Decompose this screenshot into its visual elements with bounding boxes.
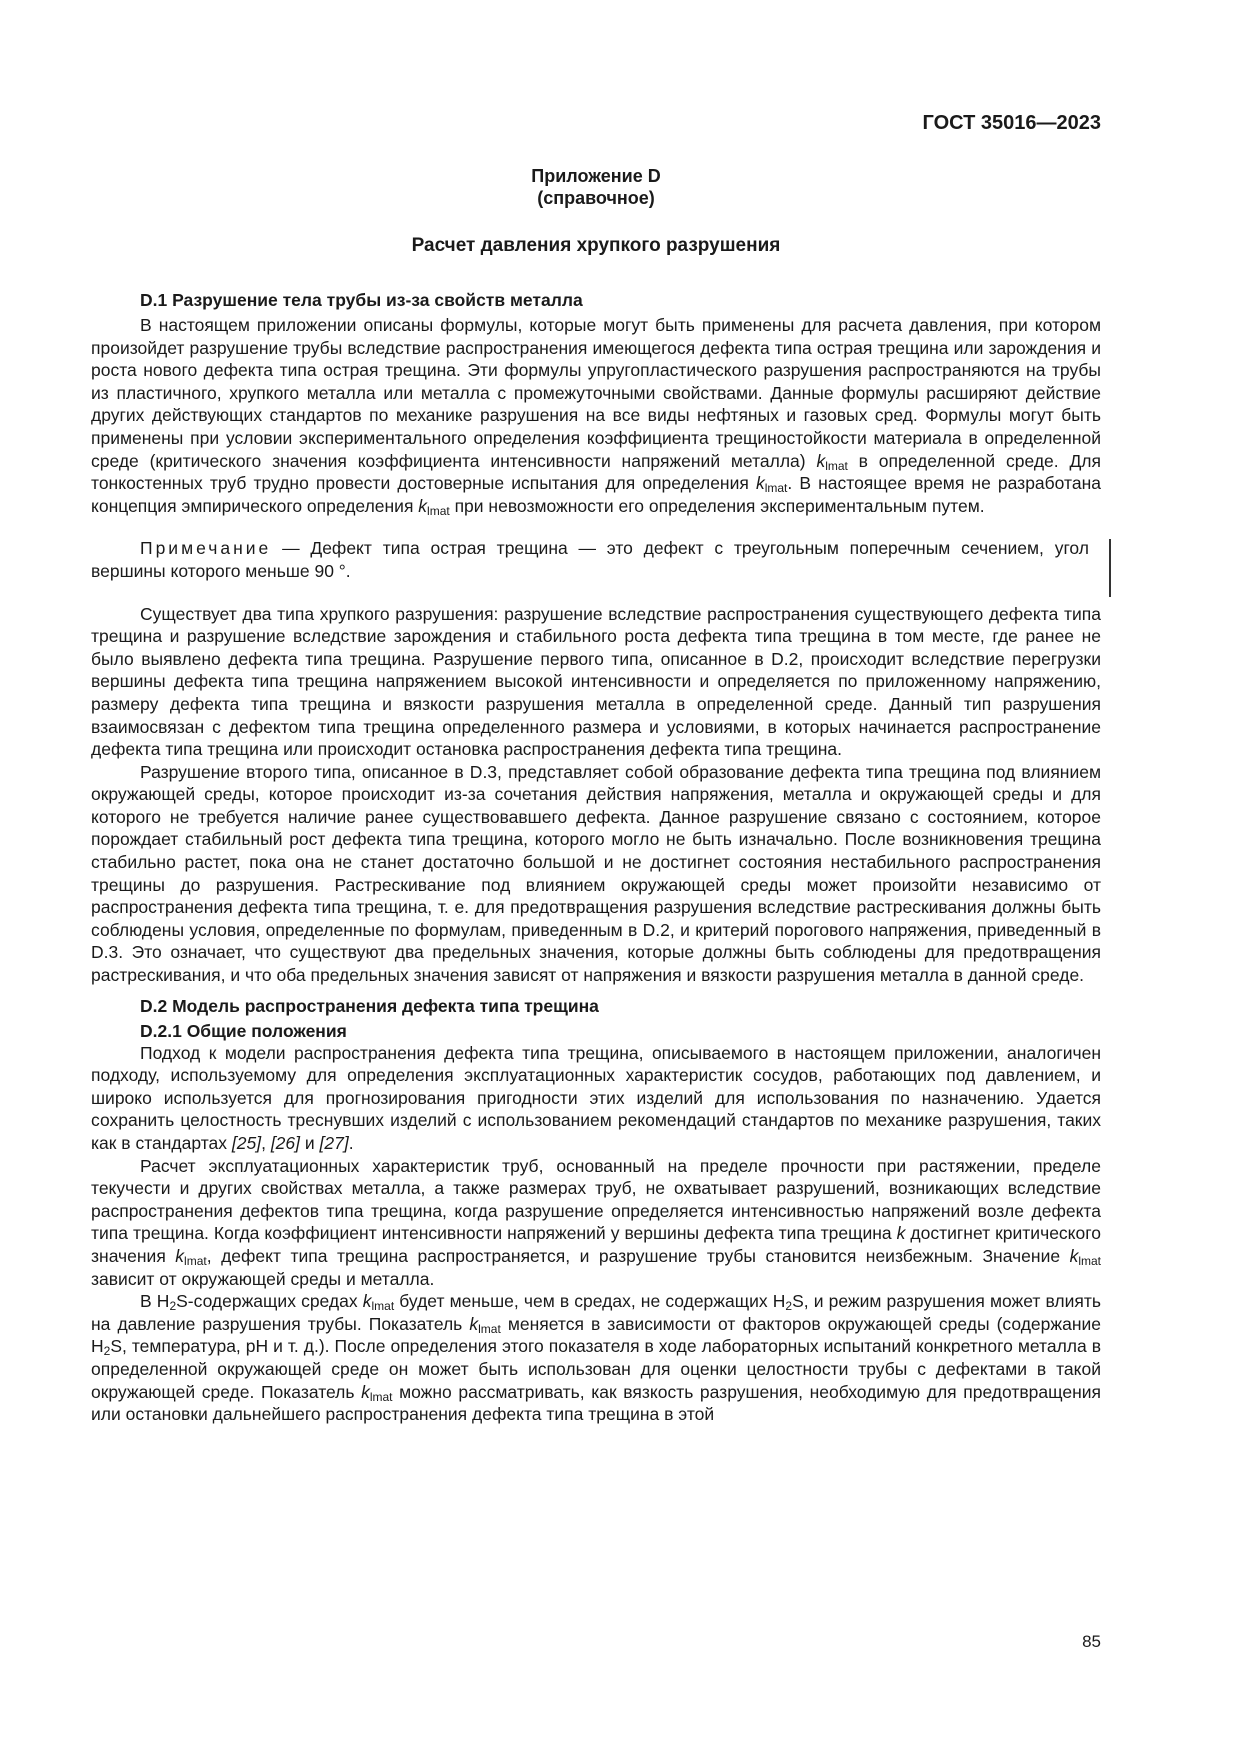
reference-25[interactable]: [25]: [231, 1133, 262, 1153]
paragraph-d1-second-type: Разрушение второго типа, описанное в D.3, представляет собой образование дефекта типа трещина под влиянием окружающей среды, которое происходит из-за сочетания действия напряжения, металла и окружающей среды и для которого не требуется наличие ранее существовавшего дефекта. Данное разрушение связано с состоянием, которое порождает стабильный рост дефекта типа трещина, которого могло не быть изначально. После возникновения трещина стабильно растет, пока она не станет достаточно большой и не достигнет состояния нестабильного распространения трещины до разрушения. Растрескивание под влиянием окружающей среды может произойти независимо от распространения дефекта типа трещина, т. е. для предотвращения разрушения вследствие растрескивания должны быть соблюдены условия, определенные по формулам, приведенным в D.2, и критерий порогового напряжения, приведенный в D.3. Это означает, что существуют два предельных значения, которые должны быть соблюдены для предотвращения растрескивания, и что оба предельных значения зависят от напряжения и вязкости разрушения металла в данной среде.: [91, 761, 1101, 986]
note-text: — Дефект типа острая трещина — это дефект с треугольным поперечным сечением, угол вершины которого меньше 90 °.: [91, 538, 1089, 581]
section-heading-d1: D.1 Разрушение тела трубы из-за свойств металла: [140, 290, 583, 310]
paragraph-d2-approach: Подход к модели распространения дефекта типа трещина, описываемого в настоящем приложении, аналогичен подходу, используемому для определения эксплуатационных характеристик сосудов, работающих под давлением, и широко используется для прогнозирования пригодности этих изделий для использования по назначению. Удается сохранить целостность треснувших изделий с использованием рекомендаций стандартов по механике разрушения, таких как в стандартах [25], [26] и [27].: [91, 1042, 1101, 1153]
standard-number: ГОСТ 35016—2023: [922, 112, 1101, 134]
page-heading: Расчет давления хрупкого разрушения: [411, 235, 781, 256]
note-label: Примечание: [140, 538, 272, 559]
note-block: [91, 537, 1101, 582]
appendix-subtitle: (справочное): [537, 188, 655, 208]
appendix-title: Приложение D: [531, 166, 661, 186]
reference-27[interactable]: [27]: [319, 1133, 349, 1153]
paragraph-d1-intro: В настоящем приложении описаны формулы, которые могут быть применены для расчета давления, при котором произойдет разрушение трубы вследствие распространения имеющегося дефекта типа острая трещина или зарождения и роста нового дефекта типа острая трещина. Эти формулы упругопластического разрушения распространяются на трубы из пластичного, хрупкого металла или металла с промежуточными свойствами. Данные формулы расширяют действие других действующих стандартов по механике разрушения на все виды нефтяных и газовых сред. Формулы могут быть применены при условии экспериментального определения коэффициента трещиностойкости материала в определенной среде (критического значения коэффициента интенсивности напряжений металла) $k_{lmat}$ в определенной среде. Для тонкостенных труб трудно провести достоверные испытания для определения $k_{lmat}$. В настоящее время не разработана концепция эмпирического определения $k_{lmat}$ при невозможности его определения экспериментальным путем.: [91, 315, 1101, 518]
reference-26[interactable]: [26]: [270, 1133, 301, 1153]
paragraph-d2-h2s: В $H_2S$-содержащих средах $k_{lmat}$ будет меньше, чем в средах, не содержащих $H_2S$, и режим разрушения может влиять на давление разрушения трубы. Показатель $k_{lmat}$ меняется в зависимости от факторов окружающей среды (содержание $H_2S$, температура, pH и т. д.). После определения этого показателя в ходе лабораторных испытаний конкретного металла в определенной окружающей среде он может быть использован для оценки целостности трубы с дефектами в такой окружающей среде. Показатель $k_{lmat}$ можно рассматривать, как вязкость разрушения, необходимую для предотвращения или остановки дальнейшего распространения дефекта типа трещина в этой: [91, 1291, 1102, 1425]
subsection-heading-d2-1: D.2.1 Общие положения: [140, 1020, 347, 1041]
change-bar: [1109, 539, 1111, 597]
page-number: 85: [1082, 1632, 1101, 1651]
paragraph-d1-types: Существует два типа хрупкого разрушения: разрушение вследствие распространения существующего дефекта типа трещина и разрушение вследствие зарождения и стабильного роста дефекта типа трещина в том месте, где ранее не было выявлено дефекта типа трещина. Разрушение первого типа, описанное в D.2, происходит вследствие перегрузки вершины дефекта типа трещина напряжением высокой интенсивности и определяется по приложенному напряжению, размеру дефекта типа трещина и вязкости разрушения металла в определенной среде. Данный тип разрушения взаимосвязан с дефектом типа трещина определенного размера и условиями, в которых начинается распространение дефекта типа трещина или происходит остановка распространения дефекта типа трещина.: [91, 603, 1101, 760]
section-heading-d2: D.2 Модель распространения дефекта типа трещина: [140, 995, 599, 1016]
paragraph-d2-calculation: Расчет эксплуатационных характеристик труб, основанный на пределе прочности при растяжении, пределе текучести и других свойствах металла, а также размерах труб, не охватывает разрушений, возникающих вследствие распространения дефектов типа трещина, когда разрушение определяется интенсивностью напряжений возле дефекта типа трещина. Когда коэффициент интенсивности напряжений у вершины дефекта типа трещина k достигнет критического значения $k_{lmat}$, дефект типа трещина распространяется, и разрушение трубы становится неизбежным. Значение $k_{lmat}$ зависит от окружающей среды и металла.: [91, 1155, 1101, 1289]
